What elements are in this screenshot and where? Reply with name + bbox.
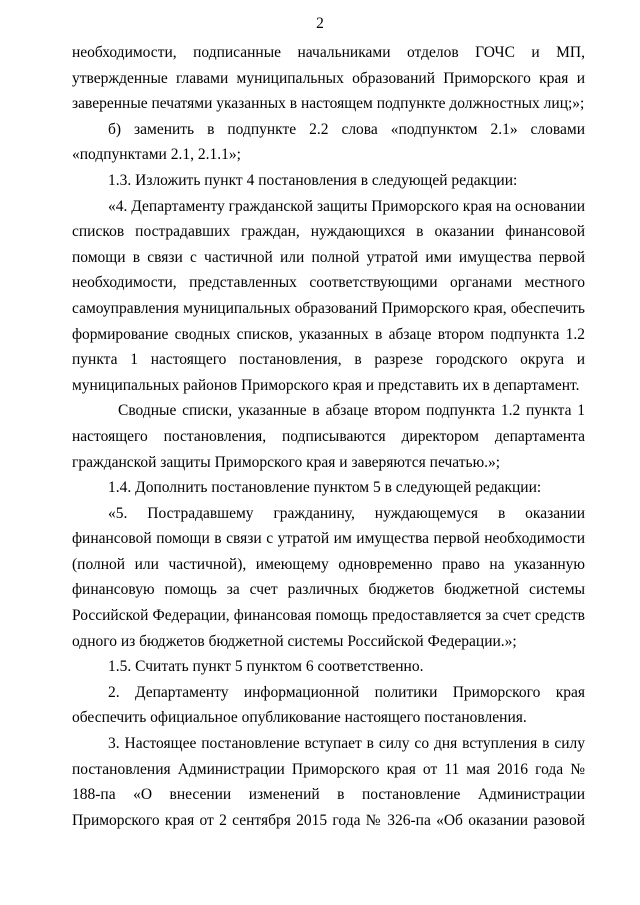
document-body: [72, 40, 585, 833]
paragraph-point-5: «5. Пострадавшему гражданину, нуждающемуся в оказании финансовой помощи в связи с утратой им имущества первой необходимости (полной или частичной), имеющему одновременно право на указанную финансовую помощь за счет различных бюджетов бюджетной системы Российской Федерации, финансовая помощь предоставляется за счет средств одного из бюджетов бюджетной системы Российской Федерации.»;: [72, 504, 585, 650]
paragraph-item-1-4: 1.4. Дополнить постановление пунктом 5 в следующей редакции:: [108, 479, 542, 497]
page-number: 2: [316, 15, 324, 32]
paragraph-subitem-b: б) заменить в подпункте 2.2 слова «подпунктом 2.1» словами «подпунктами 2.1, 2.1.1»;: [72, 120, 585, 164]
paragraph-point-4: «4. Департаменту гражданской защиты Приморского края на основании списков пострадавших граждан, нуждающихся в оказании финансовой помощи в связи с частичной или полной утратой ими имущества первой необходимости, представленных соответствующими органами местного самоуправления муниципальных образований Приморского края, обеспечить формирование сводных списков, указанных в абзаце втором подпункта 1.2 пункта 1 настоящего постановления, в разрезе городского округа и муниципальных районов Приморского края и представить их в департамент.: [72, 197, 585, 394]
paragraph-item-3: 3. Настоящее постановление вступает в силу со дня вступления в силу постановления Администрации Приморского края от 11 мая 2016 года № 188-па «О внесении изменений в постановление Администрации Приморского края от 2 сентября 2015 года № 326-па «Об оказании разовой: [72, 735, 585, 829]
paragraph-consolidated-lists: Сводные списки, указанные в абзаце втором подпункта 1.2 пункта 1 настоящего постановления, подписываются директором департамента гражданской защиты Приморского края и заверяются печатью.»;: [72, 402, 585, 471]
paragraph-continuation: необходимости, подписанные начальниками отделов ГОЧС и МП, утвержденные главами муниципальных образований Приморского края и заверенные печатями указанных в настоящем подпункте должностных лиц;»;: [72, 44, 585, 113]
paragraph-item-1-3: 1.3. Изложить пункт 4 постановления в следующей редакции:: [108, 171, 518, 189]
paragraph-item-2: 2. Департаменту информационной политики Приморского края обеспечить официальное опубликование настоящего постановления.: [72, 683, 585, 727]
paragraph-item-1-5: 1.5. Считать пункт 5 пунктом 6 соответственно.: [108, 658, 424, 676]
